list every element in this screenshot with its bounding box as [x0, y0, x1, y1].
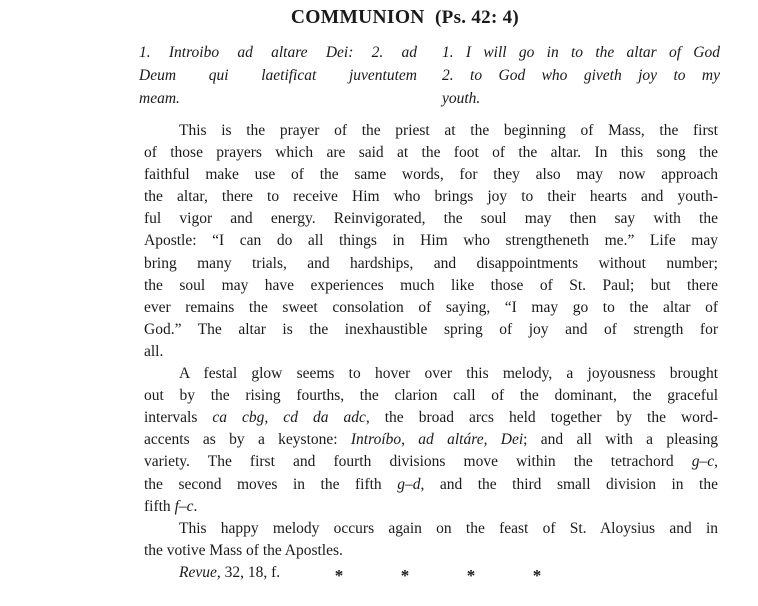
text-line: A festal glow seems to hover over this melody, a joyousness brought: [179, 365, 718, 383]
text-run: .: [193, 497, 198, 515]
english-line: 2. to God who giveth joy to my: [442, 67, 720, 84]
title-text: COMMUNION: [290, 7, 425, 28]
text-line: God.” The altar is the inexhaustible spring of joy and of strength for: [144, 320, 718, 338]
text-line: faithful make use of the same words, for they also may now approach: [144, 166, 718, 184]
interval-notation: f–c: [174, 497, 194, 515]
page-title: [0, 7, 758, 29]
english-line: 1. I will go in to the altar of God: [442, 44, 720, 61]
latin-text-column: [139, 41, 417, 110]
text-line: all.: [144, 342, 164, 360]
text-line: Apostle: “I can do all things in Him who strengtheneth me.” Life may: [144, 232, 718, 250]
latin-line: 1. Introibo ad altare Dei: 2. ad: [139, 44, 417, 61]
psalm-reference: (Ps. 42: 4): [435, 7, 520, 28]
separator-asterisk: *: [466, 566, 476, 585]
text-line: the votive Mass of the Apostles.: [144, 541, 343, 559]
text-line: [144, 407, 718, 429]
text-line: of those prayers which are said at the foot of the altar. In this song the: [144, 144, 718, 162]
text-run: variety. The first and fourth divisions move within the tetrachord: [144, 453, 692, 471]
paragraph-occurrence: [144, 518, 718, 562]
section-separator: [333, 566, 543, 586]
text-line: ever remains the sweet consolation of saying, “I may go to the altar of: [144, 298, 718, 316]
text-run: intervals: [144, 409, 213, 427]
interval-notation: g–d: [397, 475, 421, 493]
citation-rest: , 32, 18, f.: [216, 563, 281, 581]
interval-notation: g–c: [691, 453, 715, 471]
text-line: [144, 474, 718, 496]
text-run: ,: [714, 453, 718, 471]
interval-notation: ca cbg, cd da adc: [212, 409, 366, 427]
english-line: youth.: [442, 90, 481, 107]
text-line: out by the rising fourths, the clarion call of the dominant, the graceful: [144, 387, 718, 405]
text-line: ful vigor and energy. Reinvigorated, the soul may then say with the: [144, 210, 718, 228]
latin-accents: Introíbo, ad altáre, Dei: [350, 431, 524, 449]
separator-asterisk: *: [334, 566, 344, 585]
text-line: [144, 496, 718, 518]
paragraph-melody: [144, 363, 718, 518]
text-run: fifth: [144, 497, 175, 515]
text-line: the altar, there to receive Him who brings joy to their hearts and youth-: [144, 188, 718, 206]
text-line: bring many trials, and hardships, and disappointments without number;: [144, 254, 718, 272]
text-run: , the broad arcs held together by the word-: [365, 409, 718, 427]
separator-asterisk: *: [400, 566, 410, 585]
english-translation-column: [442, 41, 720, 110]
separator-asterisk: *: [532, 566, 542, 585]
text-line: the soul may have experiences much like those of St. Paul; but there: [144, 276, 718, 294]
text-line: This happy melody occurs again on the feast of St. Aloysius and in: [179, 519, 718, 537]
latin-line: meam.: [139, 90, 180, 107]
text-line: [144, 451, 718, 473]
text-run: ; and all with a pleasing: [523, 431, 718, 449]
text-line: This is the prayer of the priest at the beginning of Mass, the first: [179, 122, 718, 139]
paragraph-prayer: [144, 120, 718, 363]
citation-work: Revue: [179, 563, 217, 581]
latin-line: Deum qui laetificat juventutem: [139, 67, 417, 84]
text-run: , and the third small division in the: [420, 475, 718, 493]
text-line: [144, 429, 718, 451]
commentary-body: [144, 120, 718, 584]
text-run: the second moves in the fifth: [144, 475, 398, 493]
text-run: accents as by a keystone:: [144, 431, 351, 449]
